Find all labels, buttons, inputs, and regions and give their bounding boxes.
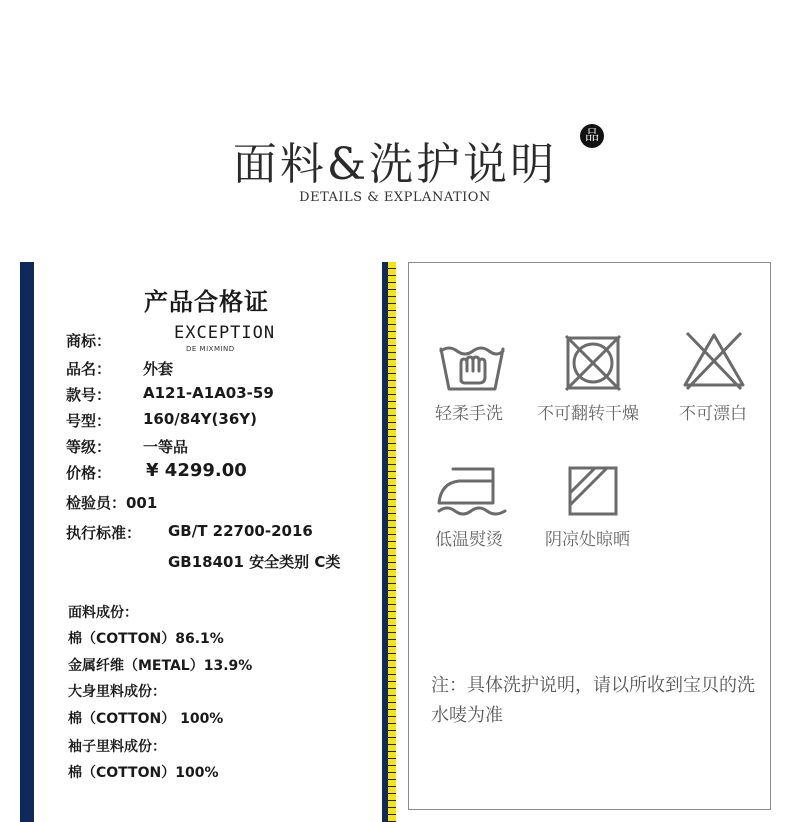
size-label: 号型： bbox=[66, 412, 112, 430]
grade-row bbox=[66, 436, 189, 457]
brand-row bbox=[66, 330, 111, 351]
sleeve-lining-item: 棉（COTTON）100% bbox=[68, 765, 219, 781]
sleeve-lining-heading: 袖子里料成份： bbox=[68, 739, 166, 755]
care-card bbox=[408, 262, 771, 810]
style-row bbox=[66, 384, 274, 405]
certificate-card bbox=[20, 262, 390, 822]
size-row bbox=[66, 410, 257, 431]
page-subtitle: DETAILS & EXPLANATION bbox=[299, 190, 491, 205]
no-tumble-dry-icon bbox=[564, 334, 622, 392]
care-label-no-bleach: 不可漂白 bbox=[679, 404, 747, 424]
price-value: ¥ 4299.00 bbox=[146, 460, 247, 481]
certificate-title: 产品合格证 bbox=[144, 288, 269, 316]
standard-row bbox=[66, 522, 313, 543]
card-left-edge bbox=[20, 262, 34, 822]
size-value: 160/84Y(36Y) bbox=[143, 410, 257, 428]
body-lining-heading: 大身里料成份： bbox=[68, 684, 166, 700]
care-note: 注：具体洗护说明，请以所收到宝贝的洗水唛为准 bbox=[431, 675, 755, 726]
name-value: 外套 bbox=[143, 360, 174, 378]
badge-icon: 品 bbox=[580, 124, 604, 148]
brand-label: 商标： bbox=[66, 332, 112, 350]
brand-logo: EXCEPTION bbox=[174, 323, 276, 343]
price-row bbox=[66, 460, 247, 483]
standard-label: 执行标准： bbox=[66, 524, 142, 542]
body-lining-item: 棉（COTTON） 100% bbox=[68, 711, 224, 727]
care-label-low-iron: 低温熨烫 bbox=[435, 530, 503, 550]
brand-logo-sub: DE MIXMIND bbox=[186, 345, 235, 353]
fabric-item-2: 金属纤维（METAL）13.9% bbox=[68, 658, 253, 674]
standard-value-2: GB18401 安全类别 C类 bbox=[168, 553, 341, 571]
fabric-item-1: 棉（COTTON）86.1% bbox=[68, 631, 224, 647]
inspector-row: 检验员：001 bbox=[66, 494, 158, 512]
card-stripe bbox=[388, 262, 396, 822]
certificate-body bbox=[34, 262, 382, 822]
no-bleach-icon bbox=[681, 327, 747, 393]
page-title: 面料&洗护说明 bbox=[232, 139, 558, 190]
price-label: 价格： bbox=[66, 464, 112, 482]
low-iron-icon bbox=[435, 463, 509, 517]
name-label: 品名： bbox=[66, 360, 112, 378]
name-row bbox=[66, 358, 174, 379]
grade-value: 一等品 bbox=[143, 438, 189, 456]
care-label-no-tumble-dry: 不可翻转干燥 bbox=[537, 404, 639, 424]
standard-value-1: GB/T 22700-2016 bbox=[168, 522, 313, 540]
fabric-heading: 面料成份： bbox=[68, 605, 138, 621]
style-label: 款号： bbox=[66, 386, 112, 404]
grade-label: 等级： bbox=[66, 438, 112, 456]
care-label-hand-wash: 轻柔手洗 bbox=[435, 404, 503, 424]
care-label-shade-dry: 阴凉处晾晒 bbox=[545, 530, 630, 550]
style-value: A121-A1A03-59 bbox=[143, 384, 274, 402]
shade-dry-icon bbox=[567, 465, 619, 517]
hand-wash-icon bbox=[437, 341, 507, 393]
